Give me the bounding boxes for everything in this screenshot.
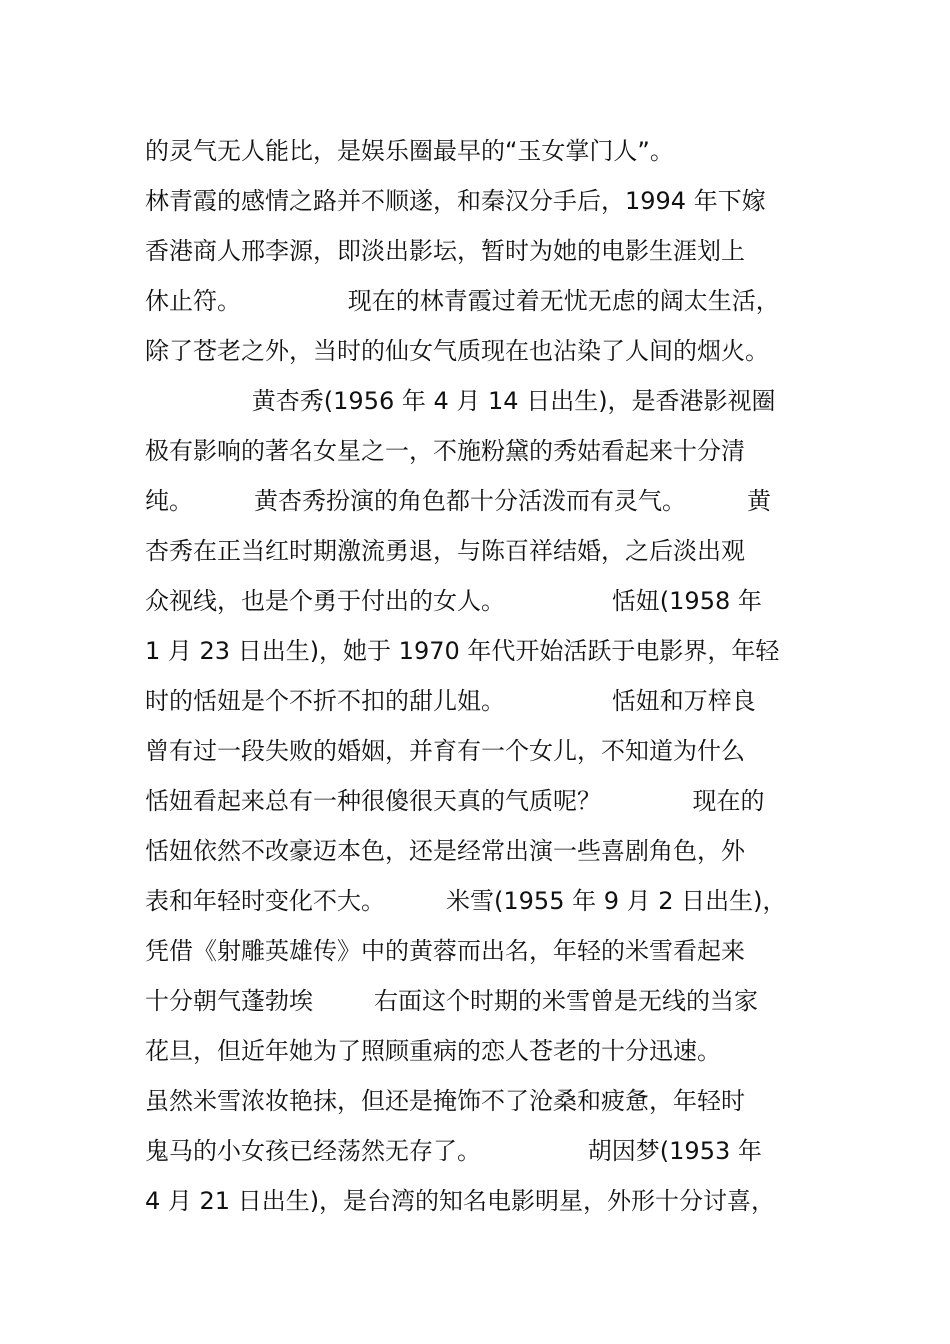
text-line: 曾有过一段失败的婚姻，并育有一个女儿，不知道为什么 xyxy=(145,737,745,765)
text-line: 极有影响的著名女星之一，不施粉黛的秀姑看起来十分清 xyxy=(145,437,745,465)
text-line: 的灵气无人能比，是娱乐圈最早的“玉女掌门人”。 xyxy=(145,137,674,165)
text-line: 众视线，也是个勇于付出的女人。 恬妞(1958 年 xyxy=(145,587,762,615)
text-line: 休止符。 现在的林青霞过着无忧无虑的阔太生活， xyxy=(145,287,780,315)
text-line: 鬼马的小女孩已经荡然无存了。 胡因梦(1953 年 xyxy=(145,1137,762,1165)
text-line: 表和年轻时变化不大。 米雪(1955 年 9 月 2 日出生)， xyxy=(145,887,787,915)
text-line: 凭借《射雕英雄传》中的黄蓉而出名，年轻的米雪看起来 xyxy=(145,937,745,965)
text-line: 恬妞依然不改豪迈本色，还是经常出演一些喜剧角色，外 xyxy=(145,837,745,865)
body-text xyxy=(145,126,825,1226)
text-line: 黄杏秀(1956 年 4 月 14 日出生)，是香港影视圈 xyxy=(145,387,776,415)
text-line: 除了苍老之外，当时的仙女气质现在也沾染了人间的烟火。 xyxy=(145,337,769,365)
text-line: 恬妞看起来总有一种很傻很天真的气质呢？ 现在的 xyxy=(145,787,765,815)
text-line: 香港商人邢李源，即淡出影坛，暂时为她的电影生涯划上 xyxy=(145,237,745,265)
text-line: 1 月 23 日出生)，她于 1970 年代开始活跃于电影界，年轻 xyxy=(145,637,780,665)
text-line: 花旦，但近年她为了照顾重病的恋人苍老的十分迅速。 xyxy=(145,1037,721,1065)
text-line: 4 月 21 日出生)，是台湾的知名电影明星，外形十分讨喜， xyxy=(145,1187,776,1215)
text-line: 时的恬妞是个不折不扣的甜儿姐。 恬妞和万梓良 xyxy=(145,687,756,715)
text-line: 十分朝气蓬勃埃 右面这个时期的米雪曾是无线的当家 xyxy=(145,987,759,1015)
text-line: 虽然米雪浓妆艳抹，但还是掩饰不了沧桑和疲惫，年轻时 xyxy=(145,1087,745,1115)
text-line: 纯。 黄杏秀扮演的角色都十分活泼而有灵气。 黄 xyxy=(145,487,772,515)
text-line: 杏秀在正当红时期激流勇退，与陈百祥结婚，之后淡出观 xyxy=(145,537,745,565)
text-line: 林青霞的感情之路并不顺遂，和秦汉分手后，1994 年下嫁 xyxy=(145,187,766,215)
